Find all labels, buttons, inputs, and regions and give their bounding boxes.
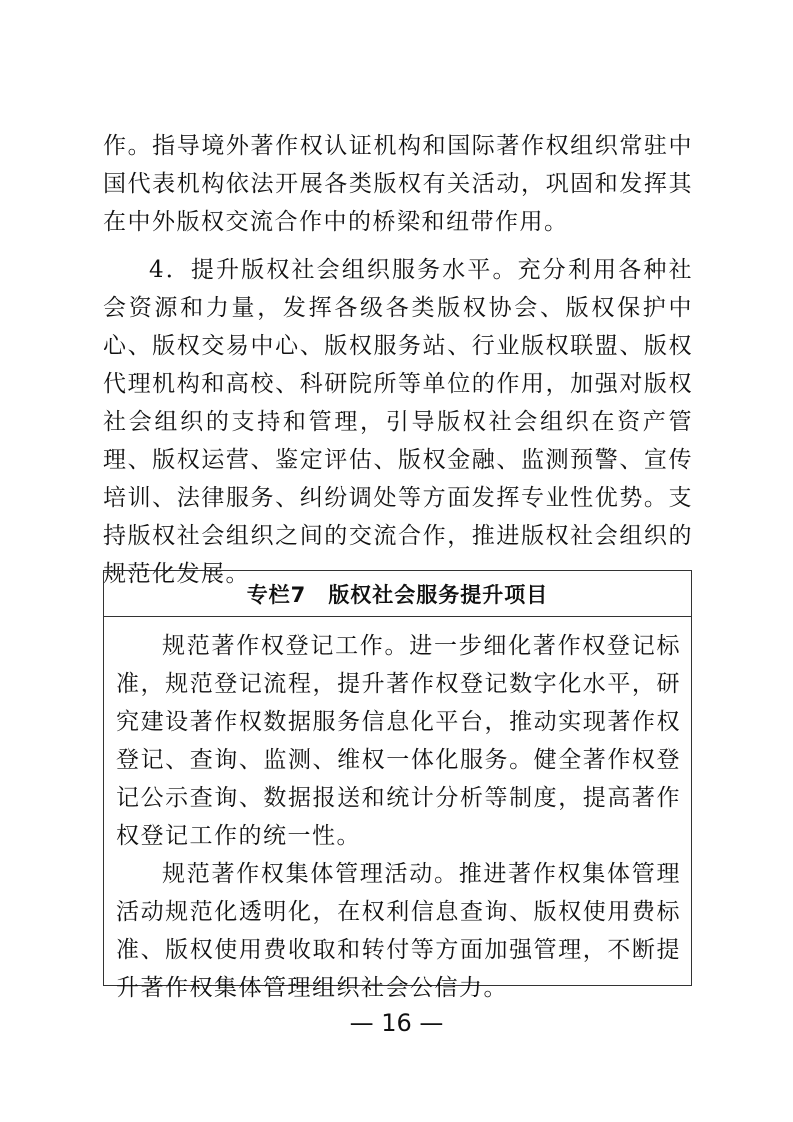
box-paragraph-2: 规范著作权集体管理活动。推进著作权集体管理活动规范化透明化，在权利信息查询、版权使用费标准、版权使用费收取和转付等方面加强管理，不断提升著作权集体管理组织社会公信力。 [116, 861, 681, 1001]
column-box-title [104, 571, 691, 617]
column-box [103, 570, 692, 1001]
body-paragraph-2: 4．提升版权社会组织服务水平。充分利用各种社会资源和力量，发挥各级各类版权协会、版权保护中心、版权交易中心、版权服务站、行业版权联盟、版权代理机构和高校、科研院所等单位的作用，加强对版权社会组织的支持和管理，引导版权社会组织在资产管理、版权运营、鉴定评估、版权金融、监测预警、宣传培训、法律服务、纠纷调处等方面发挥专业性优势。支持版权社会组织之间的交流合作，推进版权社会组织的规范化发展。 [103, 257, 693, 587]
page-number: — 16 — [349, 1009, 444, 1037]
column-box-body [104, 617, 691, 1007]
column-box-heading: 版权社会服务提升项目 [328, 582, 549, 607]
body-paragraph-1: 作。指导境外著作权认证机构和国际著作权组织常驻中国代表机构依法开展各类版权有关活动，巩固和发挥其在中外版权交流合作中的桥梁和纽带作用。 [103, 133, 693, 235]
box-paragraph-1: 规范著作权登记工作。进一步细化著作权登记标准，规范登记流程，提升著作权登记数字化水平，研究建设著作权数据服务信息化平台，推动实现著作权登记、查询、监测、维权一体化服务。健全著作权登记公示查询、数据报送和统计分析等制度，提高著作权登记工作的统一性。 [116, 633, 681, 849]
column-box-label: 专栏7 [246, 582, 307, 607]
